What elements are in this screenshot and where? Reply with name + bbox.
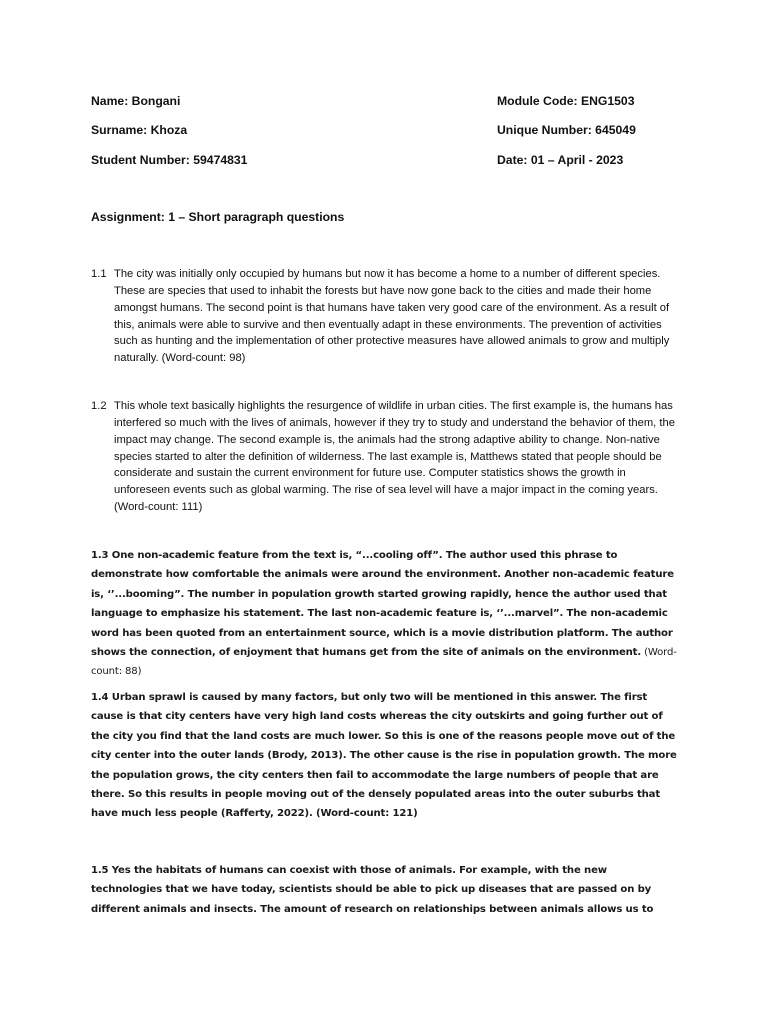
- question-1-4: [91, 688, 681, 824]
- question-1-5: [91, 861, 681, 919]
- question-text: The city was initially only occupied by humans but now it has become a home to a number of different species. These are species that used to inhabit the forests but have now gone back to the cities and made their home amongst humans. The second point is that humans have taken very good care of the environment. As a result of this, animals were able to survive and then eventually adapt in these environments. The prevention of activities such as hunting and the implementation of other protective measures have allowed animals to grow and multiply naturally. (Word-count: 98): [114, 268, 670, 365]
- question-1-3: [91, 546, 681, 682]
- question-text: 1.3 One non-academic feature from the text is, “...cooling off”. The author used this phrase to demonstrate how comfortable the animals were around the environment. Another non-academic feature is, ‘’...booming”. The number in population growth started growing rapidly, hence the author used that language to emphasize his statement. The last non-academic feature is, ‘’...marvel”. The non-academic word has been quoted from an entertainment source, which is a movie distribution platform. The author shows the connection, of enjoyment that humans get from the site of animals on the environment.: [91, 550, 674, 659]
- question-text: This whole text basically highlights the resurgence of wildlife in urban cities. The first example is, the humans has interfered so much with the lives of animals, however if they try to study and understand the behavior of them, the impact may change. The second example is, the animals had the strong adaptive ability to change. Non-native species started to alter the definition of wilderness. The last example is, Matthews stated that people should be considerate and sustain the current environment for future use. Computer statistics shows the growth in unforeseen events such as global warming. The rise of sea level will have a major impact in the coming years. (Word-count: 111): [114, 400, 675, 514]
- question-text: 1.4 Urban sprawl is caused by many factors, but only two will be mentioned in this answer. The first cause is that city centers have very high land costs whereas the city outskirts and going further out of the city you find that the land costs are much lower. So this is one of the reasons people move out of the city center into the outer lands (Brody, 2013). The other cause is the rise in population growth. The more the population grows, the city centers then fail to accommodate the large numbers of people that are there. So this results in people moving out of the densely populated areas into the outer suburbs that have much less people (Rafferty, 2022). (Word-count: 121): [91, 692, 677, 820]
- student-name: Name: Bongani: [91, 94, 181, 108]
- module-code: Module Code: ENG1503: [497, 94, 635, 108]
- word-count: (Word-count: 88): [91, 647, 677, 678]
- submission-date: Date: 01 – April - 2023: [497, 153, 624, 167]
- assignment-title: Assignment: 1 – Short paragraph questions: [91, 210, 345, 224]
- question-number: 1.2: [91, 400, 107, 412]
- question-1-2: [91, 398, 681, 516]
- unique-number: Unique Number: 645049: [497, 123, 636, 137]
- student-number: Student Number: 59474831: [91, 153, 248, 167]
- question-number: 1.1: [91, 268, 107, 280]
- question-text: 1.5 Yes the habitats of humans can coexist with those of animals. For example, with the new technologies that we have today, scientists should be able to pick up diseases that are passed on by different animals and insects. The amount of research on relationships between animals allows us to: [91, 865, 654, 915]
- question-1-1: [91, 266, 681, 367]
- student-surname: Surname: Khoza: [91, 123, 188, 137]
